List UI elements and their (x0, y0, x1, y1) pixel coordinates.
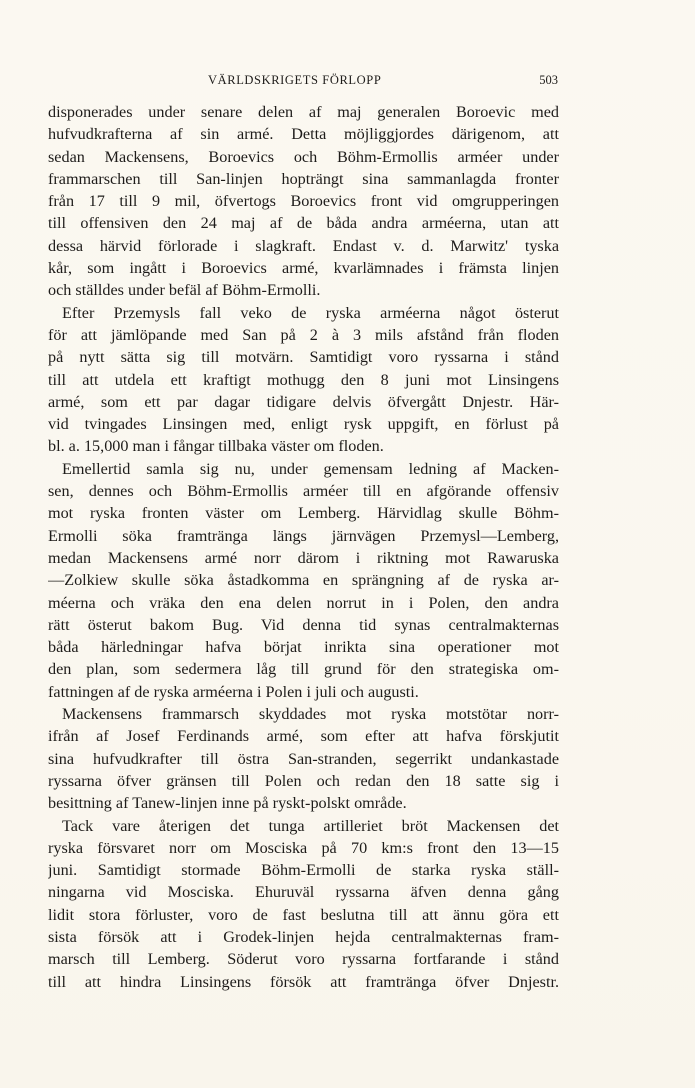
page-header (48, 73, 558, 89)
text-line: för att jämlöpande med San på 2 à 3 mils afstånd från floden (48, 325, 559, 344)
text-line: hufvudkrafterna af sin armé. Detta möjliggjordes därigenom, att (48, 125, 559, 144)
text-line: lidit stora förluster, voro de fast beslutna till att ännu göra ett (48, 905, 559, 924)
text-line: till offensiven den 24 maj af de båda andra arméerna, utan att (48, 214, 559, 233)
text-line: kår, som ingått i Boroevics armé, kvarlämnades i främsta linjen (48, 259, 559, 278)
text-line: medan Mackensens armé norr därom i riktning mot Rawaruska (48, 548, 559, 567)
text-line: frammarschen till San-linjen hopträngt sina sammanlagda fronter (48, 169, 559, 188)
text-line: ryssarna öfver gränsen till Polen och redan den 18 satte sig i (48, 771, 559, 790)
text-line: rätt österut bakom Bug. Vid denna tid synas centralmakternas (48, 615, 559, 634)
running-head: VÄRLDSKRIGETS FÖRLOPP (208, 73, 382, 87)
text-line: fattningen af de ryska arméerna i Polen i juli och augusti. (48, 682, 419, 701)
text-line: båda härledningar hafva börjat inrikta sina operationer mot (48, 638, 559, 657)
text-line: ningarna vid Mosciska. Ehuruväl ryssarna äfven denna gång (48, 883, 559, 902)
text-line: Tack vare återigen det tunga artilleriet bröt Mackensen det (62, 816, 559, 835)
text-line: till att utdela ett kraftigt mothugg den 8 juni mot Linsingens (48, 370, 559, 389)
text-line: Ermolli söka framtränga längs järnvägen Przemysl—Lemberg, (48, 526, 559, 545)
text-line: ryska försvaret norr om Mosciska på 70 km:s front den 13—15 (48, 838, 559, 857)
text-line: mot ryska fronten väster om Lemberg. Härvidlag skulle Böhm- (48, 504, 559, 523)
text-line: Mackensens frammarsch skyddades mot ryska motstötar norr- (62, 705, 559, 724)
text-line: marsch till Lemberg. Söderut voro ryssarna fortfarande i stånd (48, 950, 559, 969)
text-line: ifrån af Josef Ferdinands armé, som efter att hafva förskjutit (48, 727, 559, 746)
text-line: dessa härvid förlorade i slagkraft. Endast v. d. Marwitz' tyska (48, 236, 559, 255)
text-line: Efter Przemysls fall veko de ryska arméerna något österut (62, 303, 559, 322)
text-line: på nytt sätta sig till motvärn. Samtidigt voro ryssarna i stånd (48, 348, 559, 367)
text-line: sista försök att i Grodek-linjen hejda centralmakternas fram- (48, 927, 559, 946)
text-line: den plan, som sedermera låg till grund för den strategiska om- (48, 660, 559, 679)
text-line: juni. Samtidigt stormade Böhm-Ermolli de starka ryska ställ- (48, 861, 559, 880)
text-line: sen, dennes och Böhm-Ermollis arméer till en afgörande offensiv (48, 482, 559, 501)
text-line: besittning af Tanew-linjen inne på ryskt-polskt område. (48, 794, 407, 813)
text-line: och ställdes under befäl af Böhm-Ermolli. (48, 281, 321, 300)
text-line: armé, som ett par dagar tidigare delvis öfvergått Dnjestr. Här- (48, 392, 559, 411)
text-line: från 17 till 9 mil, öfvertogs Boroevics front vid omgrupperingen (48, 192, 559, 211)
page-number: 503 (539, 73, 558, 87)
text-line: Emellertid samla sig nu, under gemensam ledning af Macken- (62, 459, 559, 478)
text-line: méerna och vräka den ena delen norrut in i Polen, den andra (48, 593, 559, 612)
text-line: —Zolkiew skulle söka åstadkomma en sprängning af de ryska ar- (48, 571, 559, 590)
text-line: sedan Mackensens, Boroevics och Böhm-Ermollis arméer under (48, 147, 559, 166)
body-text (48, 101, 559, 993)
text-line: disponerades under senare delen af maj generalen Boroevic med (48, 103, 559, 121)
text-line: vid tvingades Linsingen med, enligt rysk uppgift, en förlust på (48, 415, 559, 434)
text-line: sina hufvudkrafter till östra San-stranden, segerrikt undankastade (48, 749, 559, 768)
text-line: bl. a. 15,000 man i fångar tillbaka väster om floden. (48, 437, 384, 456)
text-line: till att hindra Linsingens försök att framtränga öfver Dnjestr. (48, 972, 559, 991)
